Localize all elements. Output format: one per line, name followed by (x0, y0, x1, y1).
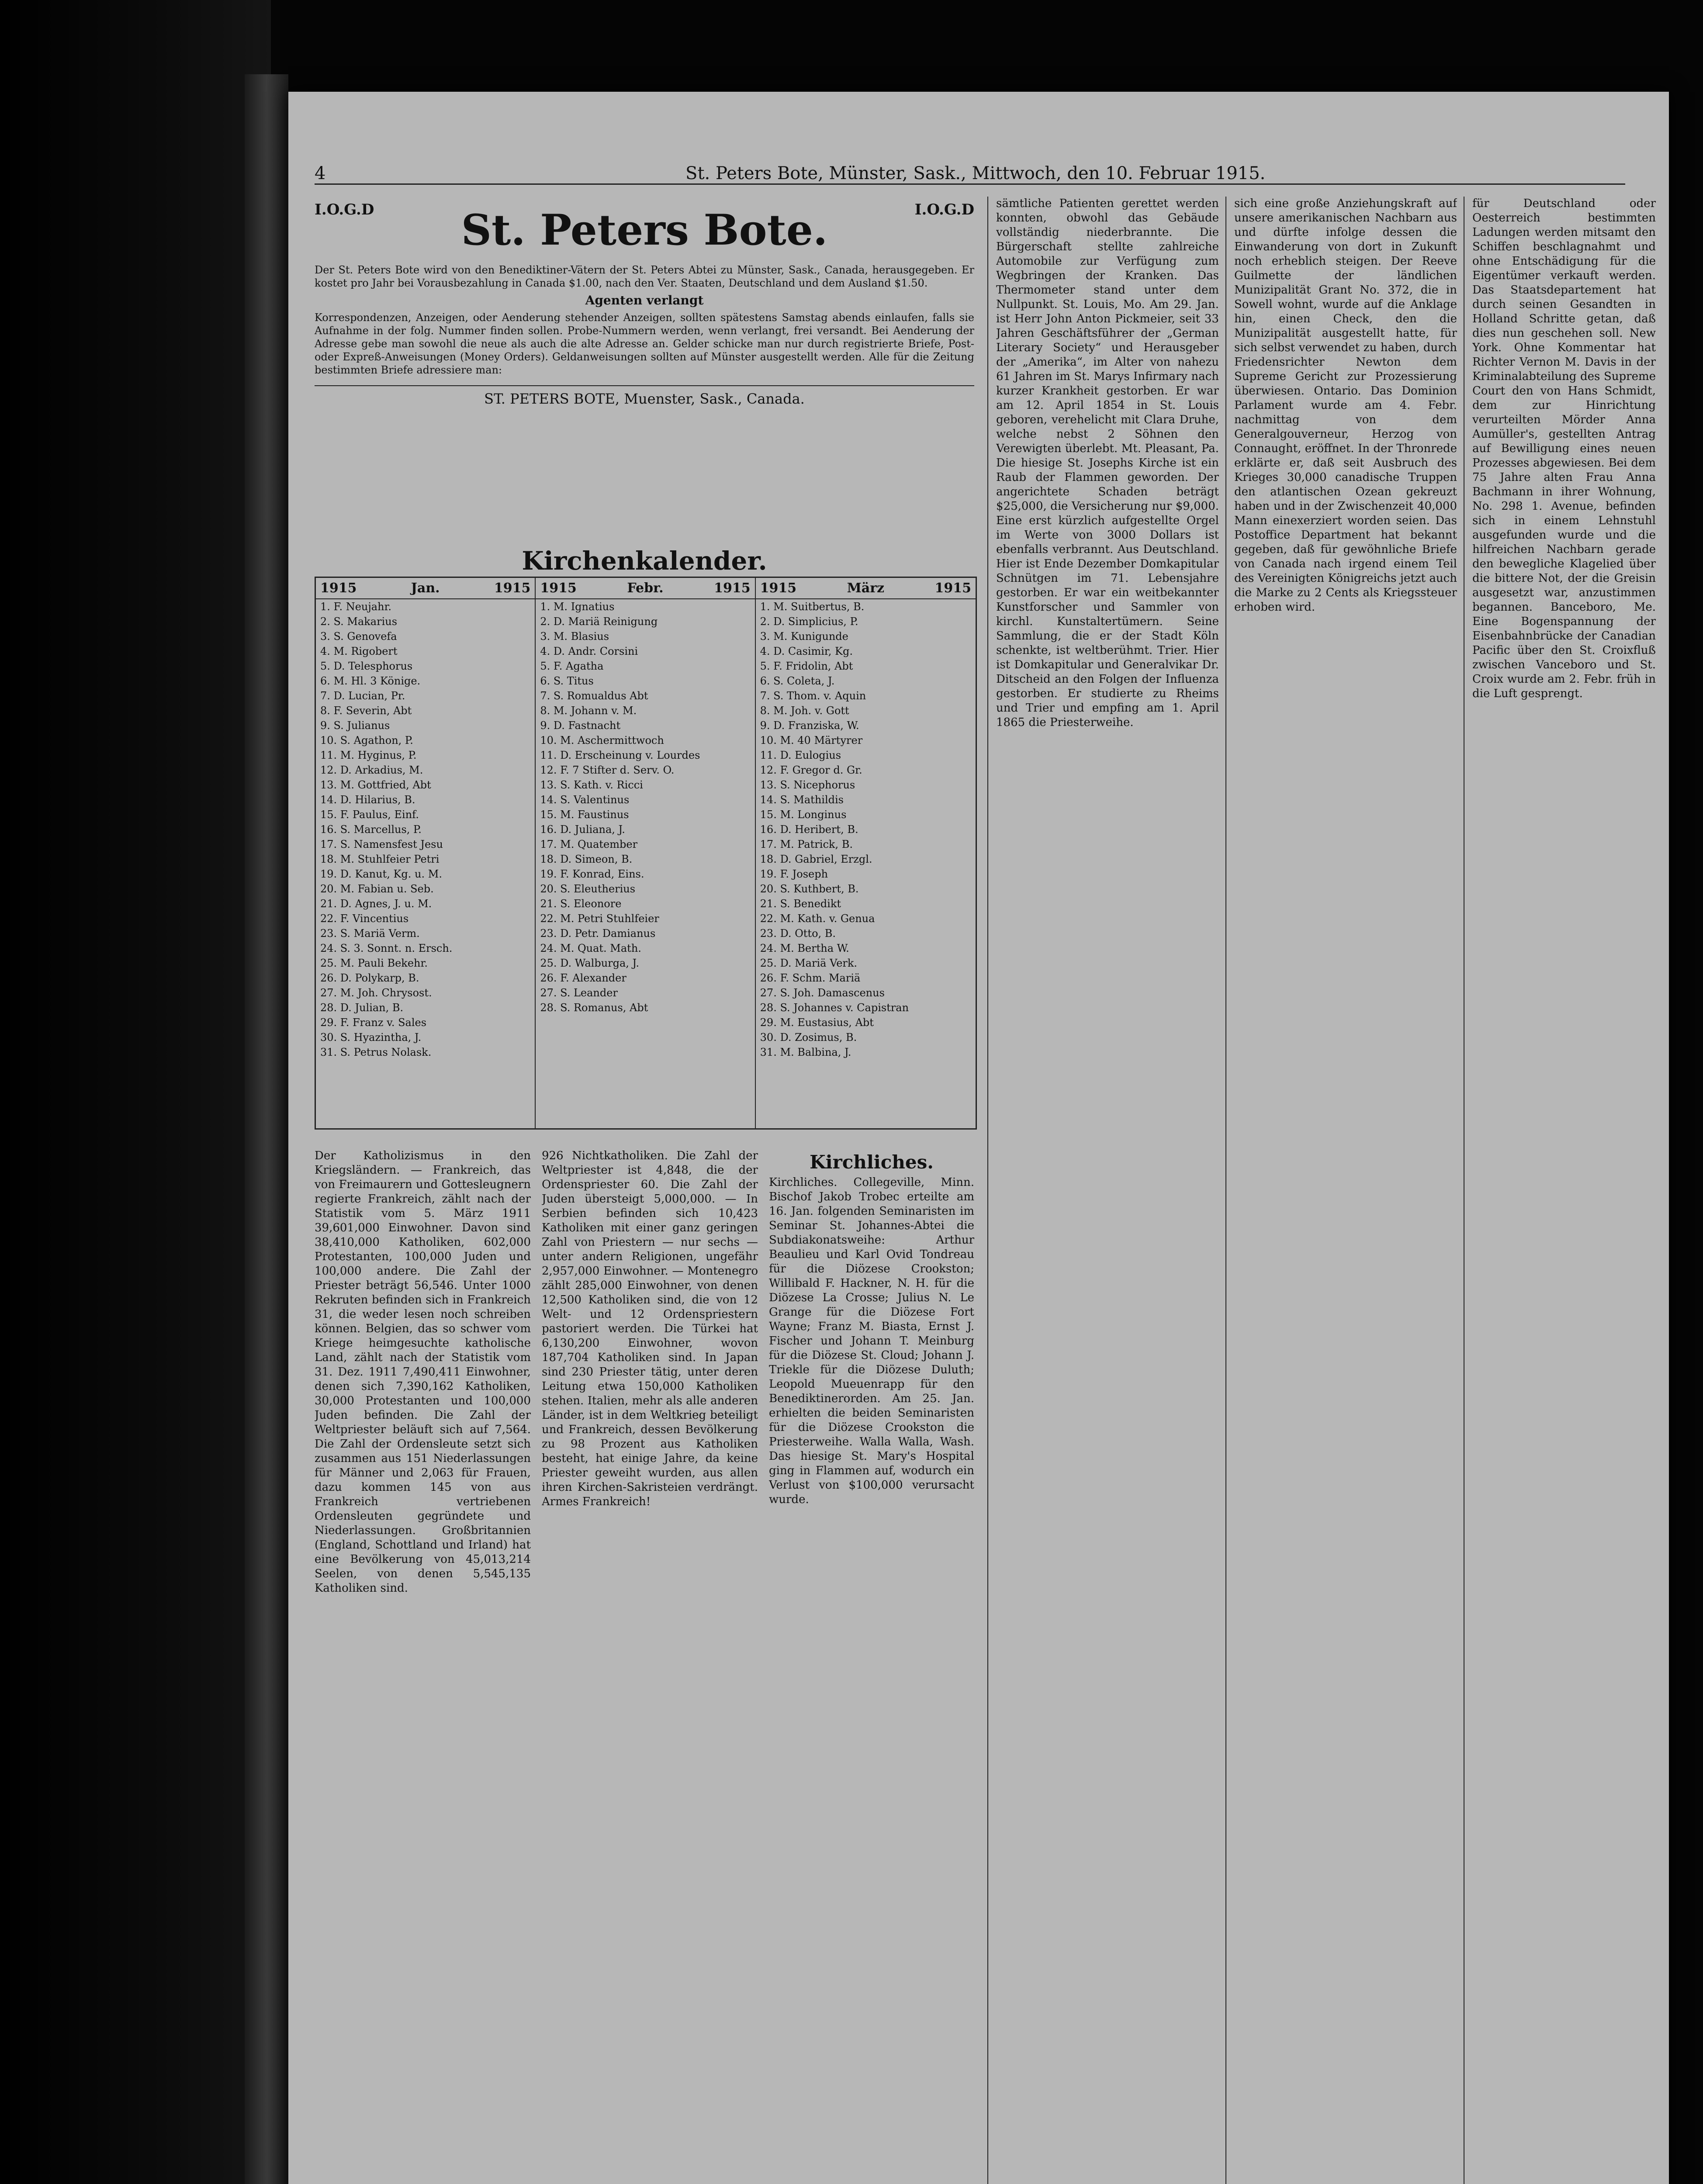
calendar-day: 1. M. Ignatius (540, 601, 615, 613)
calendar-day: 17. M. Patrick, B. (760, 838, 853, 850)
calendar-day: 30. D. Zosimus, B. (760, 1031, 857, 1044)
kalender-title: Kirchenkalender. (522, 546, 767, 576)
calendar-day: 13. S. Kath. v. Ricci (540, 779, 643, 791)
calendar-day: 16. D. Juliana, J. (540, 823, 625, 836)
calendar-day: 26. F. Alexander (540, 972, 627, 984)
page-number: 4 (315, 163, 326, 183)
calendar-day: 9. S. Julianus (320, 719, 390, 732)
kirchliches-text: Kirchliches. Collegeville, Minn. Bischof Jakob Trobec erteilte am 16. Jan. folgenden Seminaristen im Seminar St. Johannes-Abtei die Subdiakonatsweihe: Arthur Beaulieu und Karl Ovid Tondreau für die Diözese Crookston; Willibald F. Hackner, N. H. für die Diözese La Crosse; Julius N. Le Grange für die Diözese Fort Wayne; Franz M. Biasta, Ernst J. Fischer und Johann T. Meinburg für die Diözese St. Cloud; Johann J. Triekle für die Diözese Duluth; Leopold Mueuenrapp für den Benediktinerorden. Am 25. Jan. erhielten die beiden Seminaristen für die Diözese Crookston die Priesterweihe. Walla Walla, Wash. Das hiesige St. Mary's Hospital ging in Flammen auf, wodurch ein Verlust von $100,000 verursacht wurde. (769, 1176, 974, 1506)
running-title: St. Peters Bote, Münster, Sask., Mittwoch, den 10. Februar 1915. (685, 163, 1266, 183)
calendar-day: 28. S. Romanus, Abt (540, 1002, 648, 1014)
calendar-day: 13. M. Gottfried, Abt (320, 779, 431, 791)
calendar-day: 27. S. Joh. Damascenus (760, 987, 885, 999)
calendar-year: 1915 (760, 581, 797, 596)
calendar-month-head (316, 578, 535, 599)
calendar-day: 14. S. Valentinus (540, 794, 630, 806)
column-3-top: sich eine große Anziehungskraft auf unsere amerikanischen Nachbarn aus und dürfte infolge dessen die Einwanderung von dort in Zukunft noch erheblich steigen. Der Reeve Guilmette der ländlichen Munizipalität Grant No. 372, die in Sowell wohnt, wurde auf die Anklage hin, einen Check, den die Munizipalität ausgestellt hatte, für sich selbst verwendet zu haben, durch Friedensrichter Newton dem Supreme Gericht zur Prozessierung überwiesen. Ontario. Das Dominion Parlament wurde am 4. Febr. nachmittag von dem Generalgouverneur, Herzog von Connaught, eröffnet. In der Thronrede erklärte er, daß seit Ausbruch des Krieges 30,000 canadische Truppen den atlantischen Ozean gekreuzt haben und in der Zwischenzeit 40,000 Mann einexerziert worden seien. Das Postoffice Department hat bekannt gegeben, daß für gewöhnliche Briefe von Canada nach irgend einem Teil des Vereinigten Königreichs jetzt auch die Marke zu 2 Cents als Kriegssteuer erhoben wird. (1234, 197, 1457, 614)
calendar-day: 12. D. Arkadius, M. (320, 764, 423, 776)
lower-column-3 (769, 1149, 974, 2184)
calendar-day: 10. M. 40 Märtyrer (760, 734, 863, 746)
calendar-day: 1. M. Suitbertus, B. (760, 601, 865, 613)
calendar-day: 19. D. Kanut, Kg. u. M. (320, 868, 442, 880)
calendar-day: 23. D. Petr. Damianus (540, 927, 656, 940)
calendar-day: 31. M. Balbina, J. (760, 1046, 852, 1058)
calendar-month-1 (536, 578, 755, 1128)
column-2-top: sämtliche Patienten gerettet werden konnten, obwohl das Gebäude vollständig niederbrannte. Die Bürgerschaft stellte zahlreiche Automobile zur Verfügung zum Wegbringen der Kranken. Das Thermometer stand unter dem Nullpunkt. St. Louis, Mo. Am 29. Jan. ist Herr John Anton Pickmeier, seit 33 Jahren Geschäftsführer der „German Literary Society“ und Herausgeber der „Amerika“, im Alter von nahezu 61 Jahren im St. Marys Infirmary nach kurzer Krankheit gestorben. Er war am 12. April 1854 in St. Louis geboren, verehelicht mit Clara Druhe, welche nebst 2 Söhnen den Verewigten überlebt. Mt. Pleasant, Pa. Die hiesige St. Josephs Kirche ist ein Raub der Flammen geworden. Der angerichtete Schaden beträgt $25,000, die Versicherung nur $9,000. Eine erst kürzlich aufgestellte Orgel im Werte von 3000 Dollars ist ebenfalls verbrannt. Aus Deutschland. Hier ist Ende Dezember Domkapitular Schnütgen im 71. Lebensjahre gestorben. Er war ein weitbekannter Kunstforscher und Sammler von kirchl. Kunstaltertümern. Seine Sammlung, die er der Stadt Köln schenkte, ist weltberühmt. Trier. Hier ist Domkapitular und Generalvikar Dr. Ditscheid an den Folgen der Influenza gestorben. Er studierte zu Rheims und Trier und empfing am 1. April 1865 die Priesterweihe. (996, 197, 1219, 729)
calendar-day: 8. M. Johann v. M. (540, 705, 637, 717)
calendar-day: 9. D. Fastnacht (540, 719, 621, 732)
calendar-day: 8. F. Severin, Abt (320, 705, 412, 717)
calendar-day: 30. S. Hyazintha, J. (320, 1031, 422, 1044)
calendar-day: 28. D. Julian, B. (320, 1002, 404, 1014)
calendar-day: 7. S. Thom. v. Aquin (760, 690, 866, 702)
calendar-day: 6. M. Hl. 3 Könige. (320, 675, 421, 687)
masthead-ornament-right: I.O.G.D (914, 201, 974, 218)
calendar-day: 10. S. Agathon, P. (320, 734, 413, 746)
calendar-day: 6. S. Titus (540, 675, 594, 687)
calendar-day: 5. D. Telesphorus (320, 660, 413, 672)
newspaper-page (288, 92, 1669, 2184)
calendar-day: 20. M. Fabian u. Seb. (320, 883, 434, 895)
calendar-day: 3. M. Blasius (540, 630, 609, 643)
calendar-day: 16. S. Marcellus, P. (320, 823, 422, 836)
calendar-month-2 (756, 578, 976, 1128)
calendar-day: 16. D. Heribert, B. (760, 823, 858, 836)
calendar-day: 6. S. Coleta, J. (760, 675, 835, 687)
calendar-day: 26. F. Schm. Mariä (760, 972, 861, 984)
calendar-month-0 (316, 578, 536, 1128)
calendar-day: 20. S. Kuthbert, B. (760, 883, 859, 895)
calendar-month-head (756, 578, 976, 599)
calendar-day: 31. S. Petrus Nolask. (320, 1046, 432, 1058)
calendar-year: 1915 (540, 581, 577, 596)
calendar-day: 21. S. Eleonore (540, 898, 622, 910)
calendar-day: 18. D. Simeon, B. (540, 853, 633, 865)
calendar-day: 2. D. Simplicius, P. (760, 615, 858, 628)
calendar-day: 25. M. Pauli Bekehr. (320, 957, 428, 969)
calendar-day: 23. S. Mariä Verm. (320, 927, 420, 940)
calendar-day: 19. F. Konrad, Eins. (540, 868, 644, 880)
masthead (315, 197, 974, 572)
calendar-day: 5. F. Fridolin, Abt (760, 660, 853, 672)
calendar-day: 4. D. Andr. Corsini (540, 645, 638, 657)
calendar-month-name: Febr. (627, 581, 664, 596)
calendar-day: 1. F. Neujahr. (320, 601, 392, 613)
calendar-day: 11. D. Eulogius (760, 749, 841, 761)
calendar-year: 1915 (494, 581, 531, 596)
calendar-day: 29. M. Eustasius, Abt (760, 1016, 874, 1029)
calendar-month-name: März (847, 581, 885, 596)
church-calendar (315, 577, 977, 1130)
calendar-day: 22. M. Kath. v. Genua (760, 912, 875, 925)
masthead-notice: Korrespondenzen, Anzeigen, oder Aenderung stehender Anzeigen, sollten spätestens Samstag abends einlaufen, falls sie Aufnahme in der folg. Nummer finden sollen. Probe-Nummern werden, wenn verlangt, frei versandt. Bei Aenderung der Adresse gebe man sowohl die neue als auch die alte Adresse an. Gelder schicke man nur durch registrierte Briefe, Post- oder Expreß-Anweisungen (Money Orders). Geldanweisungen sollten auf Münster ausgestellt werden. Alle für die Zeitung bestimmten Briefe adressiere man: (315, 311, 974, 376)
calendar-day: 27. S. Leander (540, 987, 618, 999)
calendar-day: 21. S. Benedikt (760, 898, 841, 910)
calendar-day: 21. D. Agnes, J. u. M. (320, 898, 432, 910)
calendar-day: 18. M. Stuhlfeier Petri (320, 853, 440, 865)
column-rule (1225, 197, 1226, 2184)
calendar-day: 22. M. Petri Stuhlfeier (540, 912, 659, 925)
column-rule (987, 197, 988, 2184)
masthead-agents: Agenten verlangt (585, 293, 704, 308)
column-4-top: für Deutschland oder Oesterreich bestimmten Ladungen werden mitsamt den Schiffen beschlagnahmt und ohne Entschädigung für die Eigentümer verkauft werden. Das Staatsdepartement hat durch seinen Gesandten in Holland Schritte getan, daß dies nun geschehen soll. New York. Ohne Kommentar hat Richter Vernon M. Davis in der Kriminalabteilung des Supreme Court den von Hans Schmidt, dem zur Hinrichtung verurteilten Mörder Anna Aumüller's, gestellten Antrag auf Bewilligung eines neuen Prozesses abgewiesen. Bei dem 75 Jahre alten Frau Anna Bachmann in ihrer Wohnung, No. 298 1. Avenue, befinden sich in einem Lehnstuhl ausgefunden wurde und die hilfreichen Nachbarn gerade den bewegliche Klagelied über die bittere Not, der die Greisin ausgesetzt war, anzustimmen begannen. Banceboro, Me. Eine Bogenspannung der Eisenbahnbrücke der Canadian Pacific über den St. Croixfluß zwischen Vanceboro und St. Croix wurde am 2. Febr. früh in die Luft gesprengt. (1472, 197, 1656, 700)
lower-column-2: 926 Nichtkatholiken. Die Zahl der Weltpriester ist 4,848, die der Ordenspriester 60. Die Zahl der Juden übersteigt 5,000,000. — In Serbien befinden sich 10,423 Katholiken mit einer ganz geringen Zahl von Priestern — nur sechs — unter andern Religionen, ungefähr 2,957,000 Einwohner. — Montenegro zählt 285,000 Einwohner, von denen 12,500 Katholiken sind, die von 12 Welt- und 12 Ordenspriestern pastoriert werden. Die Türkei hat 6,130,200 Einwohner, wovon 187,704 Katholiken sind. In Japan sind 230 Priester tätig, unter deren Leitung etwa 150,000 Katholiken stehen. Italien, mehr als alle anderen Länder, ist in dem Weltkrieg beteiligt und Frankreich, dessen Bevölkerung zu 98 Prozent aus Katholiken besteht, hat einige Jahre, da keine Priester geweiht wurden, aus allen ihren Kirchen-Sakristeien verdrängt. Armes Frankreich! (542, 1149, 758, 1508)
calendar-day: 20. S. Eleutherius (540, 883, 636, 895)
calendar-day: 27. M. Joh. Chrysost. (320, 987, 432, 999)
calendar-year: 1915 (935, 581, 971, 596)
calendar-day: 25. D. Walburga, J. (540, 957, 639, 969)
calendar-day: 2. S. Makarius (320, 615, 398, 628)
calendar-day: 29. F. Franz v. Sales (320, 1016, 427, 1029)
lower-column-1: Der Katholizismus in den Kriegsländern. — Frankreich, das von Freimaurern und Gottesleugnern regierte Frankreich, zählt nach der Statistik vom 5. März 1911 39,601,000 Einwohner. Davon sind 38,410,000 Katholiken, 602,000 Protestanten, 100,000 Juden und 100,000 andere. Die Zahl der Priester beträgt 56,546. Unter 1000 Rekruten befinden sich in Frankreich 31, die weder lesen noch schreiben können. Belgien, das so schwer vom Kriege heimgesuchte katholische Land, zählt nach der Statistik vom 31. Dez. 1911 7,490,411 Einwohner, denen sich 7,390,162 Katholiken, 30,000 Protestanten und 100,000 Juden befinden. Die Zahl der Weltpriester beläuft sich auf 7,564. Die Zahl der Ordensleute setzt sich zusammen aus 151 Niederlassungen für Männer und 2,063 für Frauen, dazu kommen 145 von aus Frankreich vertriebenen Ordensleuten gegründete und Niederlassungen. Großbritannien (England, Schottland und Irland) hat eine Bevölkerung von 45,013,214 Seelen, von denen 5,545,135 Katholiken sind. (315, 1149, 531, 1595)
calendar-day: 28. S. Johannes v. Capistran (760, 1002, 909, 1014)
calendar-year: 1915 (714, 581, 751, 596)
calendar-day: 22. F. Vincentius (320, 912, 409, 925)
calendar-day: 26. D. Polykarp, B. (320, 972, 419, 984)
calendar-day: 15. F. Paulus, Einf. (320, 809, 419, 821)
calendar-day: 11. M. Hyginus, P. (320, 749, 417, 761)
calendar-day: 23. D. Otto, B. (760, 927, 836, 940)
calendar-day: 5. F. Agatha (540, 660, 604, 672)
calendar-year: 1915 (320, 581, 357, 596)
kirchliches-head: Kirchliches. (810, 1151, 934, 1173)
calendar-day: 24. S. 3. Sonnt. n. Ersch. (320, 942, 453, 954)
calendar-day: 12. F. 7 Stifter d. Serv. O. (540, 764, 675, 776)
calendar-day: 15. M. Longinus (760, 809, 847, 821)
calendar-day: 4. M. Rigobert (320, 645, 398, 657)
calendar-day: 3. S. Genovefa (320, 630, 397, 643)
calendar-day: 9. D. Franziska, W. (760, 719, 859, 732)
calendar-day: 2. D. Mariä Reinigung (540, 615, 658, 628)
film-border (0, 0, 271, 2184)
masthead-intro: Der St. Peters Bote wird von den Benediktiner-Vätern der St. Peters Abtei zu Münster, Sask., Canada, herausgegeben. Er kostet pro Jahr bei Vorausbezahlung in Canada $1.00, nach den Ver. Staaten, Deutschland und dem Ausland $1.50. (315, 264, 974, 289)
calendar-day: 18. D. Gabriel, Erzgl. (760, 853, 872, 865)
calendar-day: 10. M. Aschermittwoch (540, 734, 664, 746)
calendar-day: 25. D. Mariä Verk. (760, 957, 858, 969)
calendar-day: 15. M. Faustinus (540, 809, 629, 821)
calendar-day: 4. D. Casimir, Kg. (760, 645, 853, 657)
calendar-day: 12. F. Gregor d. Gr. (760, 764, 862, 776)
calendar-day: 3. M. Kunigunde (760, 630, 848, 643)
calendar-month-name: Jan. (411, 581, 440, 596)
masthead-ornament-left: I.O.G.D (315, 201, 374, 218)
running-head (315, 157, 1625, 185)
calendar-day: 14. D. Hilarius, B. (320, 794, 415, 806)
calendar-day: 17. M. Quatember (540, 838, 638, 850)
masthead-title: St. Peters Bote. (461, 205, 828, 255)
calendar-day: 24. M. Quat. Math. (540, 942, 641, 954)
calendar-day: 24. M. Bertha W. (760, 942, 849, 954)
book-spine (245, 74, 288, 2184)
calendar-day: 11. D. Erscheinung v. Lourdes (540, 749, 700, 761)
calendar-day: 8. M. Joh. v. Gott (760, 705, 849, 717)
calendar-day: 14. S. Mathildis (760, 794, 844, 806)
calendar-day: 17. S. Namensfest Jesu (320, 838, 443, 850)
calendar-month-head (536, 578, 755, 599)
calendar-day: 7. D. Lucian, Pr. (320, 690, 405, 702)
calendar-day: 7. S. Romualdus Abt (540, 690, 648, 702)
calendar-day: 13. S. Nicephorus (760, 779, 855, 791)
calendar-day: 19. F. Joseph (760, 868, 828, 880)
masthead-address: ST. PETERS BOTE, Muenster, Sask., Canada. (315, 385, 974, 407)
